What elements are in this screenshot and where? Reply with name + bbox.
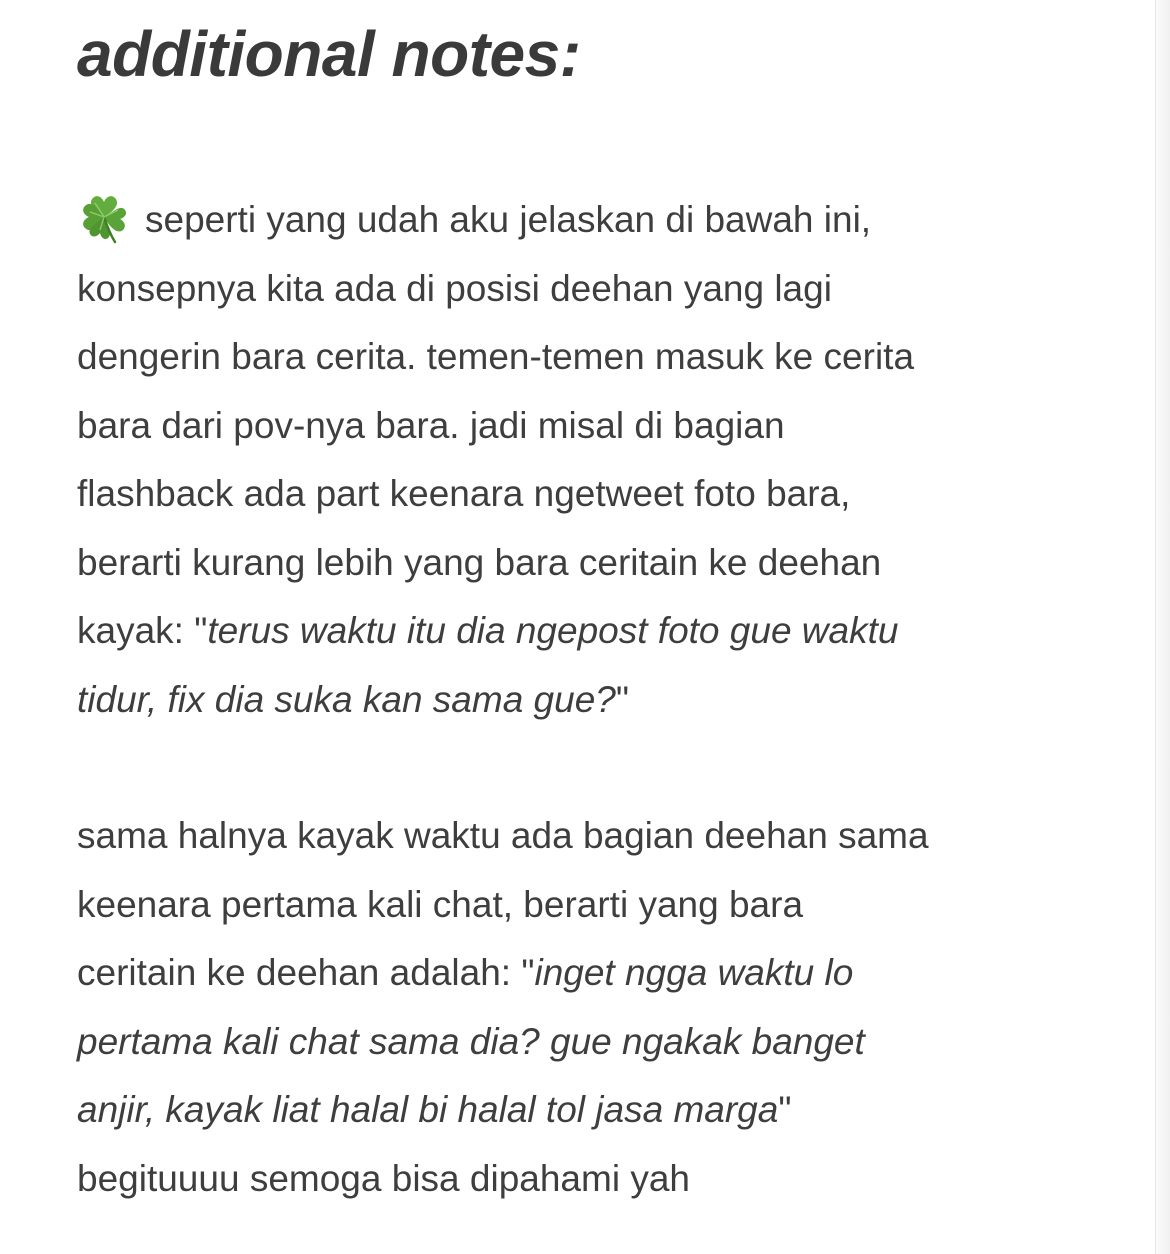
paragraph-line [77,597,1117,666]
four-leaf-clover-icon [77,190,131,244]
page-title: additional notes: [77,18,581,90]
paragraph-line [77,939,1117,1008]
paragraph-line: pertama kali chat sama dia? gue ngakak banget [77,1020,865,1062]
quote-text: tidur, fix dia suka kan sama gue? [77,678,616,720]
paragraph-line [77,666,1117,735]
quote-text: anjir, kayak liat halal bi halal tol jasa marga [77,1089,779,1130]
paragraph-line: bara dari pov-nya bara. jadi misal di bagian [77,404,785,446]
paragraph-line: berarti kurang lebih yang bara ceritain ke deehan [77,541,882,583]
page-right-edge [1155,0,1170,1254]
paragraph-line: sama halnya kayak waktu ada bagian deehan sama [77,815,929,856]
paragraph-line: begituuuu semoga bisa dipahami yah [77,1157,690,1199]
paragraph-1 [77,186,1117,734]
quote-close: " [615,678,630,720]
paragraph-line: keenara pertama kali chat, berarti yang bara [77,883,804,925]
quote-intro: ceritain ke deehan adalah: " [77,952,535,993]
quote-close: " [778,1089,792,1130]
paragraph-line-text: seperti yang udah aku jelaskan di bawah ini, [145,199,872,240]
quote-intro: kayak: " [77,610,208,651]
quote-text: terus waktu itu dia ngepost foto gue waktu [207,610,899,651]
paragraph-line [77,1076,1117,1145]
quote-text: inget ngga waktu lo [534,952,854,993]
paragraph-line: konsepnya kita ada di posisi deehan yang lagi [77,267,832,309]
paragraph-2 [77,802,1117,1213]
paragraph-line: flashback ada part keenara ngetweet foto bara, [77,473,851,514]
paragraph-line [77,186,1117,255]
paragraph-line: dengerin bara cerita. temen-temen masuk ke cerita [77,336,915,377]
